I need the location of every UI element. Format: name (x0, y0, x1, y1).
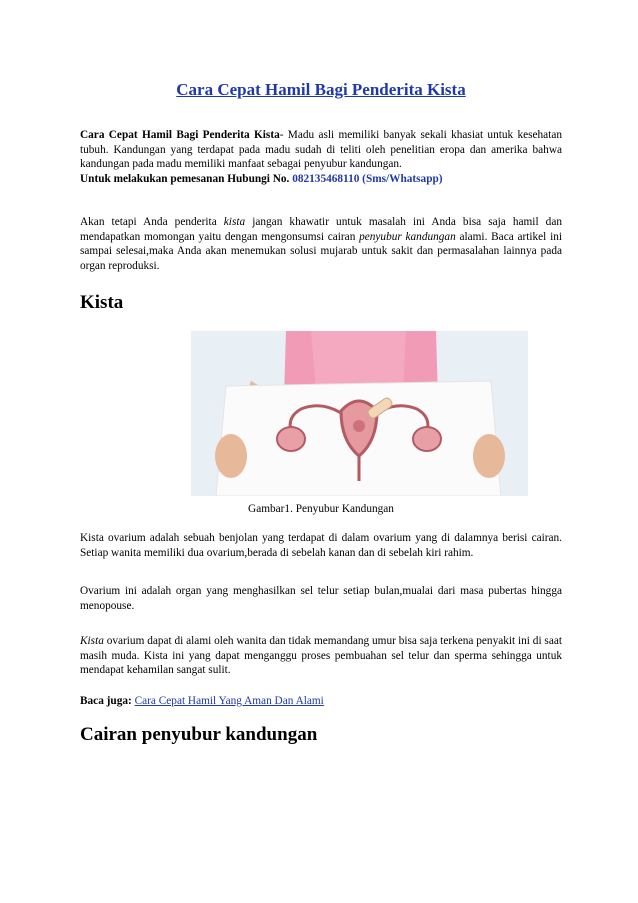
para2-italic-penyubur: penyubur kandungan (359, 230, 456, 243)
figure-caption: Gambar1. Penyubur Kandungan (248, 503, 394, 515)
para2-text-1: Akan tetapi Anda penderita (80, 216, 224, 228)
intro-text: - Madu asli memiliki banyak sekali khasiat untuk kesehatan tubuh. Kandungan yang terdapat pada madu sudah di teliti oleh penelitian eropa dan amerika bahwa kandungan pada madu memiliki manfaat sebagai penyubur kandungan. (80, 129, 562, 171)
order-phone: 082135468110 (Sms/Whatsapp) (292, 172, 443, 185)
page-title[interactable]: Cara Cepat Hamil Bagi Penderita Kista (176, 80, 466, 99)
para5-text: ovarium dapat di alami oleh wanita dan tidak memandang umur bisa saja terkena penyakit ini di saat masih muda. Kista ini yang dapat menganggu proses pembuahan sel telur dan sperma sehingga untuk mendapat kehamilan sangat sulit. (80, 635, 562, 677)
paragraph-anda (80, 215, 562, 273)
read-also-label: Baca juga: (80, 695, 132, 707)
para2-italic-kista: kista (223, 216, 246, 228)
intro-paragraph (80, 128, 562, 186)
order-label: Untuk melakukan pemesanan Hubungi No. (80, 172, 290, 185)
uterus-photo-image (191, 331, 528, 496)
paragraph-kista-umur (80, 634, 562, 678)
paragraph-ovarium: Ovarium ini adalah organ yang menghasilkan sel telur setiap bulan,mualai dari masa pubertas hingga menopouse. (80, 585, 562, 612)
para2-text-3: alami. Baca artikel ini sampai selesai,maka Anda akan menemukan solusi mujarab untuk sakit dan permasalahan lainnya pada organ reproduksi. (80, 230, 562, 272)
read-also-link[interactable]: Cara Cepat Hamil Yang Aman Dan Alami (134, 695, 324, 707)
paragraph-kista-ovarium: Kista ovarium adalah sebuah benjolan yang terdapat di dalam ovarium yang di dalamnya berisi cairan. Setiap wanita memiliki dua ovarium,berada di sebelah kanan dan di sebelah kiri rahim. (80, 532, 562, 559)
heading-cairan: Cairan penyubur kandungan (80, 724, 318, 745)
para2-text-2: jangan khawatir untuk masalah ini Anda bisa saja hamil dan mendapatkan momongan yaitu dengan mengonsumsi cairan (80, 216, 562, 243)
intro-bold-lead: Cara Cepat Hamil Bagi Penderita Kista (80, 129, 280, 141)
uterus-illustration (191, 331, 528, 496)
heading-kista: Kista (80, 292, 124, 313)
read-also (80, 694, 562, 709)
para5-italic-kista: Kista (80, 635, 104, 647)
